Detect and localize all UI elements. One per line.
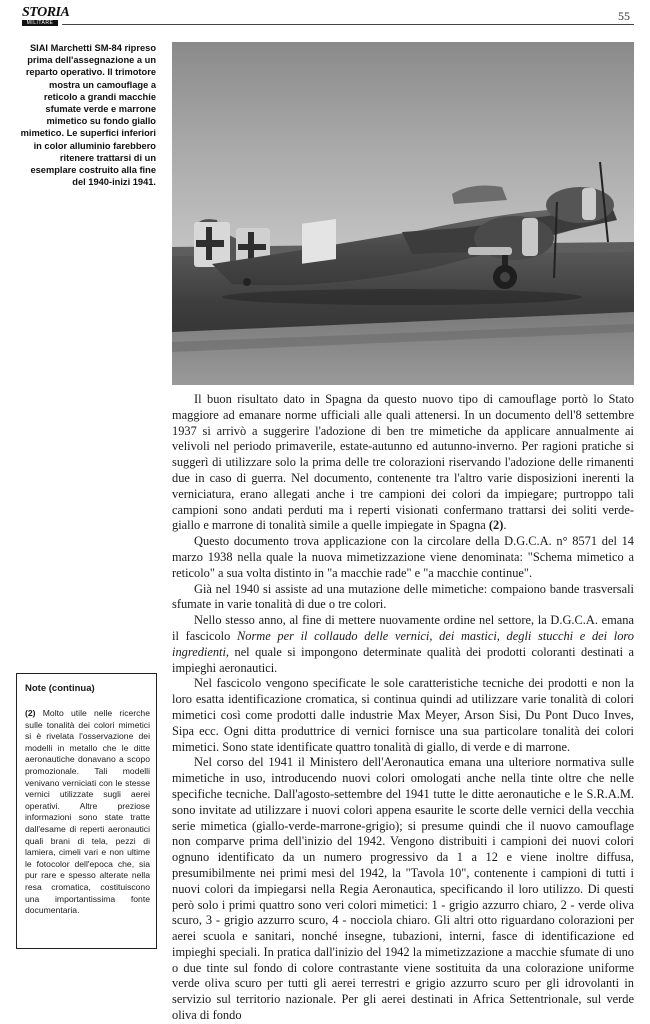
paragraph-4 bbox=[172, 613, 634, 676]
page-number: 55 bbox=[618, 9, 630, 23]
note-2-number: (2) bbox=[25, 708, 36, 718]
note-2 bbox=[25, 708, 150, 917]
paragraph-1 bbox=[172, 392, 634, 534]
note-ref-2: (2) bbox=[488, 518, 504, 533]
magazine-logo bbox=[22, 5, 70, 27]
notes-title: Note (continua) bbox=[25, 683, 95, 694]
header-rule bbox=[62, 24, 634, 25]
note-2-text: Molto utile nelle ricerche sulle tonalità dei colori mimetici si è rivelata l'osservazione dei modelli in metallo che le ditte aeronautiche donavano a scopo promozionale. Tali modelli venivano verniciati con le stesse vernici utilizzate sugli aerei operativi. Altre preziose informazioni sono state tratte dall'esame di reperti aeronautici quali brani di tela, pezzi di lamiera, cimeli vari e non ultime le fotocolor dell'epoca che, sia pur rare e spesso alterate nella resa cromatica, costituiscono una importantissima fonte documentaria. bbox=[25, 708, 150, 916]
logo-militare: MILITARE bbox=[22, 20, 58, 26]
paragraph-1-text: Il buon risultato dato in Spagna da questo nuovo tipo di camouflage portò lo Stato maggiore ad emanare norme ufficiali alle quali attenersi. In un documento dell'8 settembre 1937 si arrivò a suggerire l'adozione di ben tre mimetiche da applicare annualmente ai velivoli nel periodo primaverile, estate-autunno ed autunno-inverno. Per ragioni pratiche si suggerì di utilizzare solo la prima delle tre colorazioni riservando l'adozione delle rimanenti due in caso di guerra. Nel documento, contenente tra l'altro varie disposizioni inerenti la verniciatura, erano allegati anche i tre campioni dei colori da impiegare; purtroppo tali campioni sono andati perduti ma i reperti visionati confermano trattarsi dei soliti verde-giallo e marrone di tonalità simile a quelle impiegate in Spagna bbox=[172, 392, 634, 533]
paragraph-4-title: Norme per il collaudo delle vernici, dei mastici, degli stucchi e dei loro ingredienti bbox=[172, 628, 634, 659]
paragraph-4-end: , nel quale si impongono determinate qualità dei prodotti coloranti destinati a impieghi aeronautici. bbox=[172, 644, 634, 675]
logo-storia: STORIA bbox=[22, 5, 70, 20]
paragraph-5: Nel fascicolo vengono specificate le sole caratteristiche tecniche dei prodotti e non la loro esatta identificazione cromatica, si continua quindi ad utilizzare varie tonalità di colori mimetici così come prodotti dalle industrie Max Meyer, Arson Sisi, Du Pont Duco Inves, Sipa ecc. Ogni ditta produttrice di vernici fornisce una sua particolare tonalità dei colori mimetici. Sono state identificate quattro tonalità di giallo, di verde e di marrone. bbox=[172, 676, 634, 754]
aircraft-photo bbox=[172, 42, 634, 385]
article-body bbox=[172, 392, 634, 1024]
paragraph-3: Già nel 1940 si assiste ad una mutazione delle mimetiche: compaiono bande trasversali sfumate in varie tonalità di due o tre colori. bbox=[172, 581, 634, 612]
paragraph-6: Nel corso del 1941 il Ministero dell'Aeronautica emana una ulteriore normativa sulle mimetiche in uso, introducendo nuovi colori omologati anche nella tinte oltre che nelle specifiche tecniche. Dall'agosto-settembre del 1941 tutte le ditte aeronautiche e le S.R.A.M. sono invitate ad utilizzare i nuovi colori appena esaurite le scorte delle vernici della vecchia serie mimetica (giallo-verde-marrone-grigio); si presume quindi che il nuovo camouflage non comparve prima dell'inizio del 1942. Vengono distribuiti i campioni dei nuovi colori ognuno identificato da un numero progressivo da 1 a 12 e viene inoltre diffusa, presumibilmente nei primi mesi del 1942, la "Tavola 10", contenente i campioni di tutti i nuovi colori da impiegarsi nella Regia Aeronautica, specificando il loro utilizzo. Di questi però solo i primi quattro sono veri colori mimetici: 1 - grigio azzurro chiaro, 2 - verde oliva scuro, 3 - grigio azzurro scuro, 4 - nocciola chiaro. Gli altri otto riguardano colorazioni per aerei scuola e sanitari, nonché insegne, tubazioni, interni, fasce di identificazione ed impieghi speciali. In pratica dall'inizio del 1942 la mimetizzazione a macchie sfumate di uno o due tinte sul fondo di colore contrastante viene sostituita da una colorazione uniforme verde oliva scuro per tutti gli aerei terrestri e grigio azzurro scuro per gli idrovolanti in servizio sul territorio nazionale. Per gli aerei destinati in Africa Settentrionale, sul verde oliva di fondo bbox=[172, 755, 634, 1023]
page-header bbox=[0, 0, 650, 30]
paragraph-1-end: . bbox=[503, 518, 507, 533]
aircraft-photo-icon bbox=[172, 42, 634, 385]
paragraph-2: Questo documento trova applicazione con la circolare della D.G.C.A. n° 8571 del 14 marzo 1938 nella quale la nuova mimetizzazione viene denominata: "Schema mimetico a reticolo" a sua volta distinto in "a macchie rade" e "a macchie continue". bbox=[172, 534, 634, 580]
notes-box bbox=[16, 673, 157, 949]
paragraph-4-text: Nello stesso anno, al fine di mettere nuovamente ordine nel settore, la D.G.C.A. emana il fascicolo bbox=[172, 613, 634, 643]
photo-caption: SIAI Marchetti SM-84 ripreso prima dell'assegnazione a un reparto operativo. Il trimotore mostra un camouflage a reticolo a grandi macchie sfumate verde e marrone mimetico su fondo giallo mimetico. Le superfici inferiori in color alluminio farebbero ritenere trattarsi di un esemplare costruito alla fine del 1940-inizi 1941. bbox=[20, 43, 156, 188]
